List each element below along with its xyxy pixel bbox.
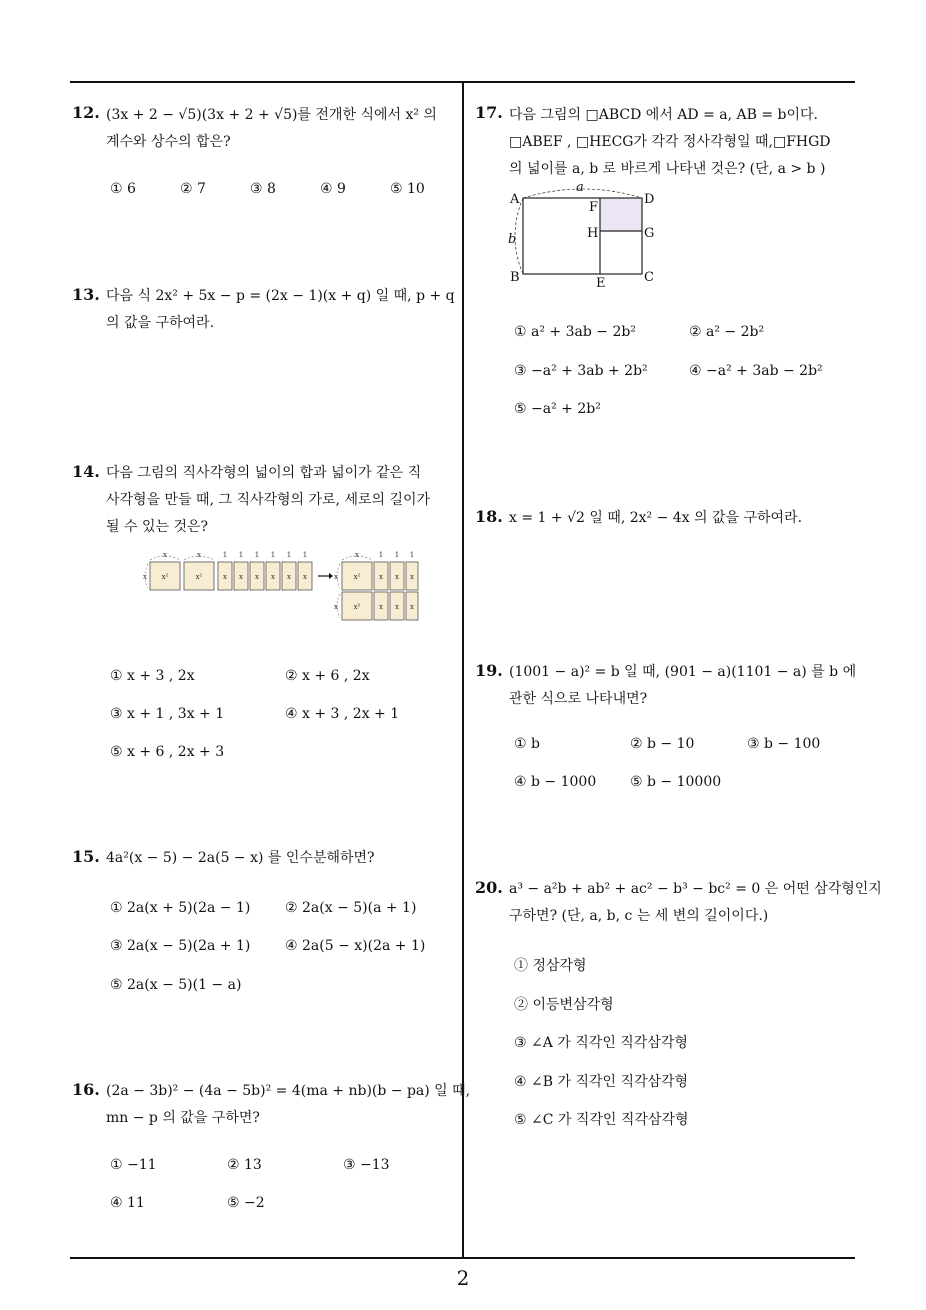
x-label: x	[223, 573, 227, 581]
option-5[interactable]: ⑤ 2a(x − 5)(1 − a)	[110, 977, 242, 993]
question-number: 12.	[72, 103, 100, 122]
question-text: x = 1 + √2 일 때, 2x² − 4x 의 값을 구하여라.	[509, 510, 803, 526]
one-label: 1	[238, 551, 244, 559]
x2-label: x²	[161, 573, 169, 581]
svg-text:A: A	[510, 192, 520, 207]
svg-text:H: H	[587, 226, 599, 241]
option-5[interactable]: ⑤ −a² + 2b²	[514, 401, 601, 417]
option-2[interactable]: ② b − 10	[630, 736, 695, 752]
question-text: 다음 식 2x² + 5x − p = (2x − 1)(x + q) 일 때, p + q 의 값을 구하여라.	[106, 288, 455, 331]
option-2[interactable]: ② 7	[180, 181, 206, 197]
question-text: 4a²(x − 5) − 2a(5 − x) 를 인수분해하면?	[106, 850, 375, 866]
question-number: 13.	[72, 285, 100, 304]
option-1[interactable]: ① 정삼각형	[514, 958, 587, 974]
option-4[interactable]: ④ x + 3 , 2x + 1	[285, 706, 400, 722]
option-5[interactable]: ⑤ −2	[227, 1195, 265, 1211]
option-2[interactable]: ② 13	[227, 1157, 262, 1173]
option-5[interactable]: ⑤ b − 10000	[630, 774, 722, 790]
square-figure	[503, 178, 663, 290]
svg-text:F: F	[589, 200, 599, 215]
option-5[interactable]: ⑤ 10	[390, 181, 425, 197]
x-label: x	[395, 603, 399, 611]
option-2[interactable]: ② a² − 2b²	[689, 324, 765, 340]
option-3[interactable]: ③ 2a(x − 5)(2a + 1)	[110, 938, 251, 954]
option-1[interactable]: ① −11	[110, 1157, 157, 1173]
svg-text:B: B	[510, 270, 520, 285]
option-1[interactable]: ① b	[514, 736, 540, 752]
one-label: 1	[270, 551, 276, 559]
question-text: 다음 그림의 직사각형의 넓이의 합과 넓이가 같은 직 사각형을 만들 때, 그 직사각형의 가로, 세로의 길이가 될 수 있는 것은?	[106, 465, 431, 535]
question-number: 20.	[475, 878, 503, 897]
x-label: x	[255, 573, 259, 581]
svg-text:G: G	[644, 226, 655, 241]
x-label: x	[163, 551, 167, 559]
option-1[interactable]: ① 6	[110, 181, 136, 197]
x-label: x	[197, 551, 201, 559]
x-label: x	[379, 603, 383, 611]
x-label: x	[303, 573, 307, 581]
x-label: x	[410, 603, 414, 611]
question-number: 15.	[72, 847, 100, 866]
svg-text:D: D	[644, 192, 655, 207]
x2-label: x²	[353, 603, 361, 611]
option-4[interactable]: ④ ∠B 가 직각인 직각삼각형	[514, 1074, 689, 1090]
question-number: 18.	[475, 507, 503, 526]
svg-text:C: C	[644, 270, 654, 285]
x-label: x	[334, 603, 338, 611]
one-label: 1	[394, 551, 400, 559]
x-label: x	[287, 573, 291, 581]
option-1[interactable]: ① 2a(x + 5)(2a − 1)	[110, 900, 251, 916]
page-number: 2	[456, 1266, 470, 1290]
x-label: x	[395, 573, 399, 581]
question-text: (1001 − a)² = b 일 때, (901 − a)(1101 − a) 를 b 에 관한 식으로 나타내면?	[509, 664, 857, 707]
x2-label: x²	[195, 573, 203, 581]
option-1[interactable]: ① a² + 3ab − 2b²	[514, 324, 636, 340]
svg-text:E: E	[596, 276, 606, 290]
option-2[interactable]: ② x + 6 , 2x	[285, 668, 370, 684]
option-3[interactable]: ③ 8	[250, 181, 276, 197]
option-4[interactable]: ④ −a² + 3ab − 2b²	[689, 363, 823, 379]
option-4[interactable]: ④ 2a(5 − x)(2a + 1)	[285, 938, 426, 954]
shaded-region	[600, 198, 642, 231]
question-text: (3x + 2 − √5)(3x + 2 + √5)를 전개한 식에서 x² 의 계수와 상수의 합은?	[106, 107, 437, 150]
x-label: x	[239, 573, 243, 581]
question-number: 19.	[475, 661, 503, 680]
option-1[interactable]: ① x + 3 , 2x	[110, 668, 195, 684]
option-5[interactable]: ⑤ x + 6 , 2x + 3	[110, 744, 225, 760]
question-text: a³ − a²b + ab² + ac² − b³ − bc² = 0 은 어떤 삼각형인지 구하면? (단, a, b, c 는 세 변의 길이이다.)	[509, 881, 882, 924]
question-text: 다음 그림의 □ABCD 에서 AD = a, AB = b이다. □ABEF , □HECG가 각각 정사각형일 때,□FHGD 의 넓이를 a, b 로 바르게 나타낸 것은? (단, a > b )	[509, 107, 831, 177]
one-label: 1	[409, 551, 415, 559]
x-label: x	[143, 573, 147, 581]
option-4[interactable]: ④ b − 1000	[514, 774, 597, 790]
option-3[interactable]: ③ −a² + 3ab + 2b²	[514, 363, 648, 379]
option-2[interactable]: ② 이등변삼각형	[514, 997, 614, 1013]
x2-label: x²	[353, 573, 361, 581]
svg-text:b: b	[508, 232, 517, 247]
one-label: 1	[254, 551, 260, 559]
option-4[interactable]: ④ 9	[320, 181, 346, 197]
x-label: x	[379, 573, 383, 581]
one-label: 1	[222, 551, 228, 559]
x-label: x	[334, 573, 338, 581]
rectangles-figure	[140, 548, 420, 628]
bottom-rule	[70, 1257, 855, 1259]
question-number: 14.	[72, 462, 100, 481]
x-label: x	[355, 551, 359, 559]
arrow-head	[329, 573, 333, 579]
one-label: 1	[302, 551, 308, 559]
question-text: (2a − 3b)² − (4a − 5b)² = 4(ma + nb)(b − pa) 일 때, mn − p 의 값을 구하면?	[106, 1083, 471, 1126]
option-4[interactable]: ④ 11	[110, 1195, 145, 1211]
option-3[interactable]: ③ x + 1 , 3x + 1	[110, 706, 225, 722]
x-label: x	[410, 573, 414, 581]
x-label: x	[271, 573, 275, 581]
svg-text:a: a	[576, 180, 584, 195]
option-3[interactable]: ③ b − 100	[747, 736, 821, 752]
option-3[interactable]: ③ ∠A 가 직각인 직각삼각형	[514, 1035, 688, 1051]
option-3[interactable]: ③ −13	[343, 1157, 390, 1173]
option-2[interactable]: ② 2a(x − 5)(a + 1)	[285, 900, 417, 916]
one-label: 1	[378, 551, 384, 559]
question-number: 16.	[72, 1080, 100, 1099]
option-5[interactable]: ⑤ ∠C 가 직각인 직각삼각형	[514, 1112, 689, 1128]
one-label: 1	[286, 551, 292, 559]
question-number: 17.	[475, 103, 503, 122]
